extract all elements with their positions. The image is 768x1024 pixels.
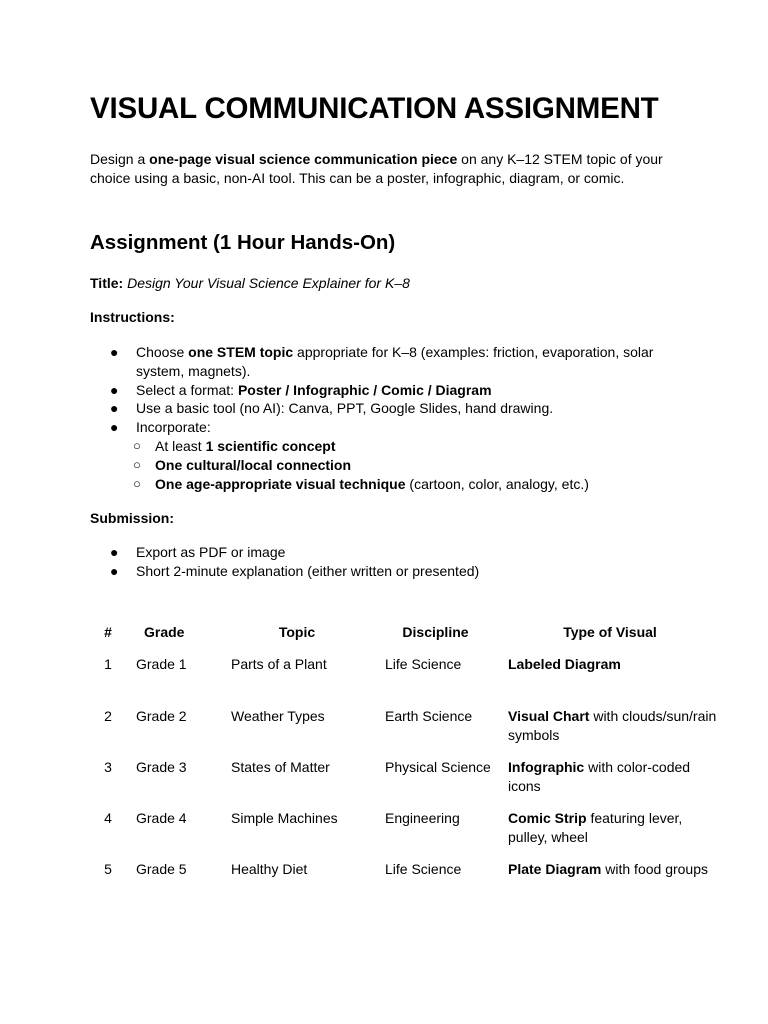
item-text: Use a basic tool (no AI): Canva, PPT, Google Slides, hand drawing. bbox=[136, 400, 554, 417]
header-number: # bbox=[104, 624, 112, 640]
cell-visual-type bbox=[497, 800, 723, 851]
cell-visual-type bbox=[497, 698, 723, 749]
cell-number: 5 bbox=[104, 861, 112, 877]
intro-text-post: on any K–12 STEM topic of your choice using a basic, non-AI tool. This can be a poster, infographic, diagram, or comic. bbox=[90, 151, 663, 186]
cell-number: 3 bbox=[104, 759, 112, 775]
item-text-bold: One age-appropriate visual technique bbox=[155, 475, 406, 492]
list-item bbox=[110, 343, 670, 381]
circle-bullet-icon: ○ bbox=[133, 456, 141, 472]
intro-paragraph bbox=[90, 150, 690, 188]
cell-discipline: Earth Science bbox=[385, 708, 473, 724]
visual-type-bold: Infographic bbox=[508, 759, 585, 775]
visual-type-rest: with color-coded icons bbox=[508, 759, 691, 794]
item-text-bold: One cultural/local connection bbox=[155, 456, 352, 473]
bullet-icon: ● bbox=[110, 544, 119, 560]
visual-type-bold: Visual Chart bbox=[508, 708, 590, 724]
item-text: appropriate for K–8 (examples: friction, evaporation, solar system, magnets). bbox=[136, 344, 654, 379]
intro-text-bold: one-page visual science communication piece bbox=[149, 151, 458, 167]
cell-number: 2 bbox=[104, 708, 112, 724]
item-text: Choose bbox=[136, 344, 189, 360]
submission-label-text: Submission: bbox=[90, 510, 175, 526]
sub-list-item bbox=[110, 456, 670, 475]
cell-grade: Grade 5 bbox=[136, 861, 187, 877]
list-item bbox=[110, 562, 670, 581]
table-row bbox=[90, 749, 723, 800]
title-label: Title: bbox=[90, 275, 124, 291]
cell-visual-type bbox=[497, 851, 723, 885]
cell-number: 1 bbox=[104, 656, 112, 672]
instructions-list bbox=[110, 343, 670, 493]
item-text: Short 2-minute explanation (either written or presented) bbox=[136, 562, 480, 579]
sub-list-item bbox=[110, 437, 670, 456]
cell-topic: Simple Machines bbox=[231, 810, 338, 826]
bullet-icon: ● bbox=[110, 381, 119, 398]
circle-bullet-icon: ○ bbox=[133, 475, 141, 491]
visual-type-bold: Labeled Diagram bbox=[508, 656, 621, 672]
title-value: Design Your Visual Science Explainer for K–8 bbox=[127, 275, 410, 291]
cell-discipline: Physical Science bbox=[385, 759, 491, 775]
item-text: Incorporate: bbox=[136, 419, 211, 436]
cell-grade: Grade 2 bbox=[136, 708, 187, 724]
bullet-icon: ● bbox=[110, 400, 119, 417]
instructions-label bbox=[90, 308, 175, 327]
sub-list-item bbox=[110, 475, 670, 494]
cell-topic: Weather Types bbox=[231, 708, 325, 724]
bullet-icon: ● bbox=[110, 562, 119, 579]
header-discipline: Discipline bbox=[402, 624, 469, 640]
visual-type-bold: Comic Strip bbox=[508, 810, 587, 826]
cell-number: 4 bbox=[104, 810, 112, 826]
cell-grade: Grade 4 bbox=[136, 810, 187, 826]
list-item bbox=[110, 418, 670, 493]
cell-topic: Healthy Diet bbox=[231, 861, 308, 877]
submission-label bbox=[90, 509, 174, 528]
cell-discipline: Life Science bbox=[385, 861, 462, 877]
bullet-icon: ● bbox=[110, 419, 119, 436]
visual-type-bold: Plate Diagram bbox=[508, 861, 602, 877]
cell-visual-type bbox=[497, 646, 723, 698]
document-title: VISUAL COMMUNICATION ASSIGNMENT bbox=[90, 92, 659, 125]
section-heading: Assignment (1 Hour Hands-On) bbox=[90, 231, 396, 254]
header-grade: Grade bbox=[144, 624, 185, 640]
table-header-row bbox=[90, 618, 723, 646]
item-text-bold: 1 scientific concept bbox=[205, 437, 336, 454]
circle-bullet-icon: ○ bbox=[133, 437, 141, 453]
list-item bbox=[110, 381, 670, 400]
visual-type-rest: with clouds/sun/rain symbols bbox=[508, 708, 717, 743]
header-visual-type: Type of Visual bbox=[563, 624, 657, 640]
item-text: Select a format: bbox=[136, 381, 238, 398]
table-row bbox=[90, 698, 723, 749]
cell-grade: Grade 3 bbox=[136, 759, 187, 775]
table-row bbox=[90, 851, 723, 885]
list-item bbox=[110, 399, 670, 418]
table-row bbox=[90, 646, 723, 698]
item-text-bold: one STEM topic bbox=[188, 344, 294, 360]
visual-type-rest: featuring lever, pulley, wheel bbox=[508, 810, 683, 845]
cell-discipline: Life Science bbox=[385, 656, 462, 672]
item-text-bold: Poster / Infographic / Comic / Diagram bbox=[237, 381, 492, 398]
title-line bbox=[90, 274, 410, 293]
table-row bbox=[90, 800, 723, 851]
incorporate-sublist bbox=[110, 437, 670, 493]
cell-discipline: Engineering bbox=[385, 810, 460, 826]
visual-type-rest: with food groups bbox=[601, 861, 708, 877]
grade-topics-table bbox=[90, 618, 723, 885]
instructions-label-text: Instructions: bbox=[90, 309, 175, 325]
item-text: (cartoon, color, analogy, etc.) bbox=[405, 475, 589, 492]
list-item bbox=[110, 543, 670, 562]
intro-text-pre: Design a bbox=[90, 151, 150, 167]
item-text: Export as PDF or image bbox=[136, 544, 286, 560]
bullet-icon: ● bbox=[110, 344, 119, 360]
submission-list bbox=[110, 543, 670, 581]
cell-topic: States of Matter bbox=[231, 759, 330, 775]
cell-topic: Parts of a Plant bbox=[231, 656, 327, 672]
cell-visual-type bbox=[497, 749, 723, 800]
cell-grade: Grade 1 bbox=[136, 656, 187, 672]
header-topic: Topic bbox=[278, 624, 316, 640]
item-text: At least bbox=[155, 437, 206, 454]
